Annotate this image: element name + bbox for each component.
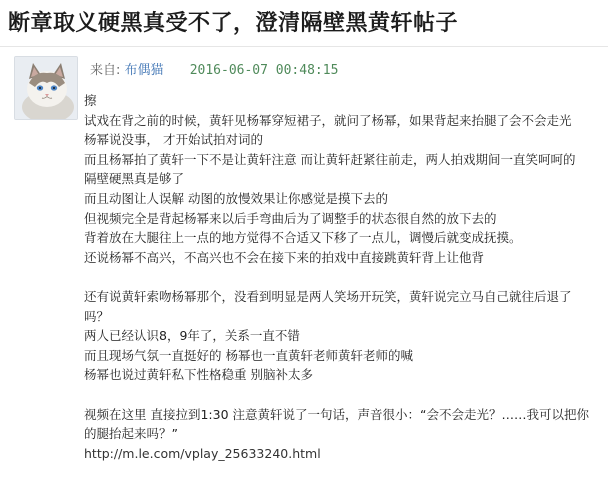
post-content: [84, 91, 600, 463]
content-line: 杨幂也说过黄轩私下性格稳重 别脑补太多: [84, 367, 313, 383]
content-line: 而且现场气氛一直挺好的 杨幂也一直黄轩老师黄轩老师的喊: [84, 347, 413, 363]
content-line: 吗？: [84, 308, 110, 324]
content-line: 擦: [84, 93, 97, 108]
ragdoll-cat-avatar-icon: [15, 57, 77, 119]
post-timestamp: 2016-06-07 00:48:15: [189, 63, 339, 78]
content-line: 背着放在大腿往上一点的地方觉得不合适又下移了一点儿，调慢后就变成抚摸。: [84, 230, 522, 246]
post-meta: [90, 60, 338, 82]
title-divider: [0, 46, 608, 47]
blank-line: [84, 267, 600, 287]
content-line: 试戏在背之前的时候，黄轩见杨幂穿短裙子，就问了杨幂，如果背起来抬腿了会不会走光: [84, 112, 572, 128]
content-line: 杨幂说没事， 才开始试拍对词的: [84, 132, 263, 148]
content-line: 而且杨幂拍了黄轩一下不是让黄轩注意 而让黄轩赶紧往前走，两人拍戏期间一直笑呵呵的: [84, 151, 576, 167]
post-title: 断章取义硬黑真受不了，澄清隔壁黑黄轩帖子: [8, 10, 459, 36]
content-line: 而且动图让人误解 动图的放慢效果让你感觉是摸下去的: [84, 190, 388, 206]
content-line: 的腿抬起来吗？”: [84, 426, 178, 442]
content-line: 还说杨幂不高兴，不高兴也不会在接下来的拍戏中直接跳黄轩背上让他背: [84, 249, 485, 265]
content-line: 视频在这里 直接拉到1:30 注意黄轩说了一句话，声音很小：“会不会走光？……我可以把你: [84, 406, 589, 422]
video-link[interactable]: http://m.le.com/vplay_25633240.html: [84, 445, 321, 461]
content-line: 但视频完全是背起杨幂来以后手弯曲后为了调整手的状态很自然的放下去的: [84, 210, 497, 226]
author-link[interactable]: 布偶猫: [124, 63, 164, 78]
avatar[interactable]: [14, 56, 78, 120]
from-label: 来自:: [90, 63, 121, 78]
content-line: 两人已经认识8，9年了，关系一直不错: [84, 328, 300, 344]
content-line: 隔壁硬黑真是够了: [84, 171, 185, 187]
blank-line: [84, 385, 600, 405]
content-line: 还有说黄轩索吻杨幂那个，没看到明显是两人笑场开玩笑，黄轩说完立马自己就往后退了: [84, 288, 572, 304]
